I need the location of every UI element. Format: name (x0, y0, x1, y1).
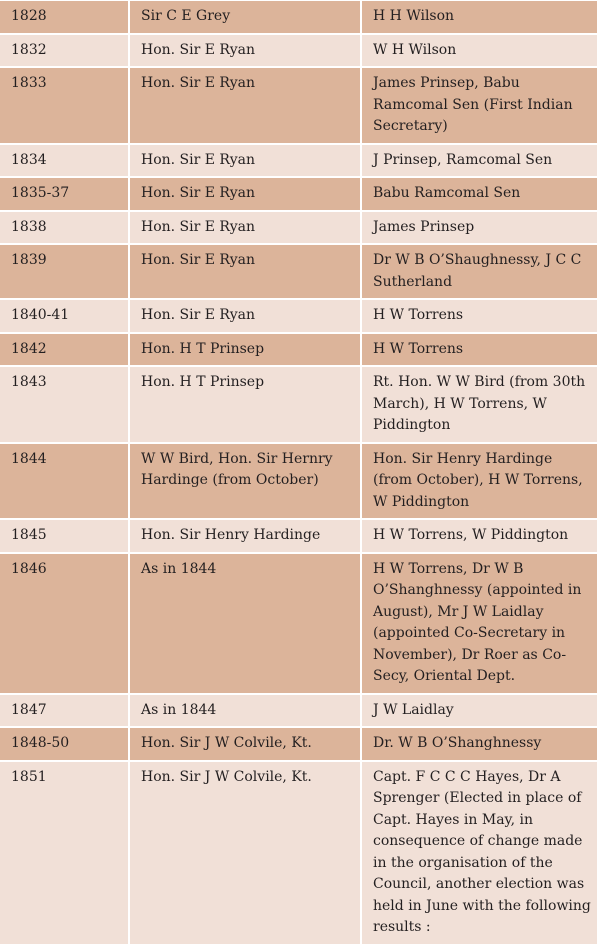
year-cell: 1846 (0, 554, 130, 693)
table-row (0, 520, 597, 552)
secretary-cell: Hon. Sir Henry Hardinge (from October), H W Torrens, W Piddington (362, 444, 597, 519)
president-cell: Hon. Sir E Ryan (130, 178, 362, 210)
table-row (0, 68, 597, 143)
table-row (0, 695, 597, 727)
president-cell: Hon. Sir Henry Hardinge (130, 520, 362, 552)
year-cell: 1832 (0, 35, 130, 67)
secretary-cell: Babu Ramcomal Sen (362, 178, 597, 210)
year-cell: 1847 (0, 695, 130, 727)
year-cell: 1833 (0, 68, 130, 143)
president-cell: Hon. Sir J W Colvile, Kt. (130, 728, 362, 760)
secretary-cell: J W Laidlay (362, 695, 597, 727)
table-row (0, 762, 597, 944)
table-row (0, 444, 597, 519)
president-cell: Hon. Sir J W Colvile, Kt. (130, 762, 362, 944)
president-cell: Hon. Sir E Ryan (130, 245, 362, 298)
president-cell: Sir C E Grey (130, 1, 362, 33)
table-row (0, 554, 597, 693)
secretary-cell: Dr. W B O’Shanghnessy (362, 728, 597, 760)
table-row (0, 334, 597, 366)
table-row (0, 1, 597, 33)
table-row (0, 178, 597, 210)
secretary-cell: Capt. F C C C Hayes, Dr A Sprenger (Elected in place of Capt. Hayes in May, in consequence of change made in the organisation of the Council, another election was held in June with the following results : (362, 762, 597, 944)
year-cell: 1839 (0, 245, 130, 298)
secretary-cell: James Prinsep, Babu Ramcomal Sen (First Indian Secretary) (362, 68, 597, 143)
secretary-cell: H W Torrens (362, 334, 597, 366)
table-row (0, 212, 597, 244)
year-cell: 1835-37 (0, 178, 130, 210)
secretary-cell: Dr W B O’Shaughnessy, J C C Sutherland (362, 245, 597, 298)
table-body (0, 1, 597, 944)
secretary-cell: H W Torrens, Dr W B O’Shanghnessy (appointed in August), Mr J W Laidlay (appointed Co-Secretary in November), Dr Roer as Co-Secy, Oriental Dept. (362, 554, 597, 693)
secretary-cell: J Prinsep, Ramcomal Sen (362, 145, 597, 177)
president-cell: As in 1844 (130, 554, 362, 693)
president-cell: Hon. H T Prinsep (130, 367, 362, 442)
president-cell: Hon. Sir E Ryan (130, 212, 362, 244)
table-row (0, 367, 597, 442)
president-cell: Hon. Sir E Ryan (130, 145, 362, 177)
secretary-cell: James Prinsep (362, 212, 597, 244)
year-cell: 1851 (0, 762, 130, 944)
president-cell: Hon. H T Prinsep (130, 334, 362, 366)
year-cell: 1844 (0, 444, 130, 519)
president-cell: Hon. Sir E Ryan (130, 300, 362, 332)
year-cell: 1838 (0, 212, 130, 244)
year-cell: 1842 (0, 334, 130, 366)
table-row (0, 300, 597, 332)
year-cell: 1845 (0, 520, 130, 552)
table-row (0, 728, 597, 760)
table-row (0, 145, 597, 177)
year-cell: 1840-41 (0, 300, 130, 332)
president-cell: Hon. Sir E Ryan (130, 35, 362, 67)
secretary-cell: H W Torrens (362, 300, 597, 332)
year-cell: 1848-50 (0, 728, 130, 760)
table-row (0, 35, 597, 67)
president-cell: W W Bird, Hon. Sir Hernry Hardinge (from October) (130, 444, 362, 519)
table-row (0, 245, 597, 298)
secretary-cell: H W Torrens, W Piddington (362, 520, 597, 552)
secretary-cell: W H Wilson (362, 35, 597, 67)
secretary-cell: Rt. Hon. W W Bird (from 30th March), H W Torrens, W Piddington (362, 367, 597, 442)
year-cell: 1843 (0, 367, 130, 442)
president-cell: Hon. Sir E Ryan (130, 68, 362, 143)
year-cell: 1828 (0, 1, 130, 33)
secretary-cell: H H Wilson (362, 1, 597, 33)
president-cell: As in 1844 (130, 695, 362, 727)
year-cell: 1834 (0, 145, 130, 177)
